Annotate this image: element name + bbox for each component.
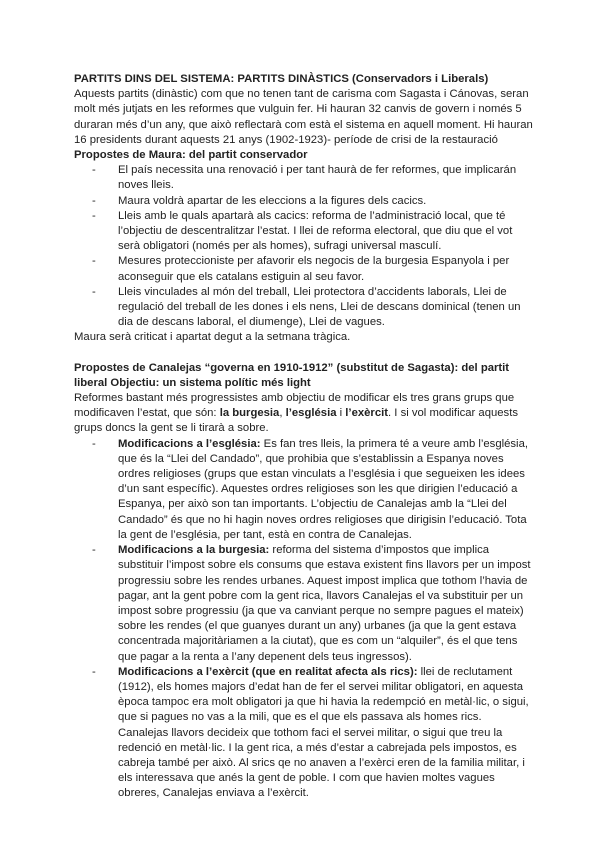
list-item: - Lleis vinculades al món del treball, Llei protectora d’accidents laborals, Llei de regulació del treball de les dones i els nens, Llei de descans dominical (tenen un dia de descans laboral, el diumenge), Llei de vagues. <box>118 285 534 331</box>
text-run: i <box>336 407 346 420</box>
paragraph: Aquests partits (dinàstic) com que no tenen tant de carisma com Sagasta i Cánovas, seran molt més jutjats en les reformes que vulguin fer. Hi hauran 32 canvis de govern i només 5 duraran més d’un any, que això reflectarà com està el sistema en aquell moment. Hi hauran 16 presidents durant aquests 21 anys (1902-1923)- període de crisi de la restauració <box>74 88 533 146</box>
item-text: llei de reclutament (1912), els homes majors d’edat han de fer el servei militar obligatori, en aquesta època tampoc era molt obligatori ja que hi havia la redempció en metàl·lic, o sigui, que si pagues no vas a la mili, que es el que els passava als homes rics. Canalejas llavors decideix que tothom faci el servei militar, o sigui que treu la redenció en metàl·lic. I la gent rica, a més d’estar a cabrejada pels impostos, es cabreja també per això. Al srics qe no anaven a l’exèrci eren de la familia militar, i els interessava que anés la gent de poble. I com que havien moltes vagues obreres, Canalejas enviava a l’exèrcit. <box>118 665 529 800</box>
item-title: Modificacions a la burgesia: <box>118 544 270 557</box>
paragraph: Maura serà criticat i apartat degut a la setmana tràgica. <box>74 331 351 344</box>
paragraph <box>74 391 534 437</box>
list-item: - Lleis amb le quals apartarà als cacics: reforma de l’administració local, que té l’objectiu de descentralitzar l’estat. I llei de reforma electoral, que diu que el vot serà obligatori (només per als homes), sufragi universal masculí. <box>118 209 534 255</box>
list-item <box>118 437 534 543</box>
list-item <box>118 665 534 802</box>
text-run: Reformes bastant més progressistes amb objectiu de modificar els tres grans grups que modificaven l’estat, que són: <box>74 392 515 420</box>
item-title: Modificacions a l’església: <box>118 437 261 450</box>
item-text: reforma del sistema d’impostos que implica substituir l’impost sobre els consums que estava existent fins llavors per un impost progressiu sobre les rendes urbanes. Aquest impost implica que tothom l’havia de pagar, ant la gent pobre com la gent rica, llavors Canalejas el va substituir per un impost sobre progressiu (ja que va canviant perque no sempre pagues el mateix) sobre les rendes (el que guanyes durant un any) urbanes (ja que la gent estava concentrada majoritàriamen a la ciutat), que es com un “alquiler”, és el que tens que pagar a la renta a l’any depenent dels teus ingressos). <box>118 544 531 663</box>
bold-term: l’església <box>285 407 337 420</box>
section-heading: PARTITS DINS DEL SISTEMA: PARTITS DINÀSTICS (Conservadors i Liberals) <box>74 73 489 85</box>
text-run: , <box>279 407 286 420</box>
subheading: Propostes de Maura: del partit conservador <box>74 149 308 162</box>
bold-term: l’exèrcit <box>345 407 389 420</box>
text-run: . I si vol modificar aquests grups doncs la gent se li tirarà a sobre. <box>74 407 518 435</box>
item-title: Modificacions a l’exèrcit (que en realitat afecta als rics): <box>118 665 418 678</box>
list-item: - Maura voldrà apartar de les eleccions a la figures dels cacics. <box>118 194 534 209</box>
bold-term: la burgesia <box>219 407 280 420</box>
section-heading: Propostes de Canalejas “governa en 1910-1912” (substitut de Sagasta): del partit liberal Objectiu: un sistema polític més light <box>74 361 510 389</box>
list-item: - Mesures proteccioniste per afavorir els negocis de la burgesia Espanyola i per aconseguir que els catalans estiguin al seu favor. <box>118 254 534 284</box>
list-item: - El país necessita una renovació i per tant haurà de fer reformes, que implicarán noves lleis. <box>118 163 534 193</box>
list-item <box>118 543 534 665</box>
bullet-list <box>74 163 534 330</box>
bullet-list <box>74 437 534 802</box>
item-text: Es fan tres lleis, la primera té a veure amb l’església, que és la “Llei del Candado”, que prohibia que s’establissin a Espanya noves ordres religioses (grups que estan vinculats a l’església i que segueixen les idees d’un sant específic). Aquestes ordres religioses son les que dirigien l’educació a Espanya, per això son tan importants. L’objectiu de Canalejas amb la “Llei del Candado” és que no hi hagin noves ordres religioses que dirigisin l’educació. Tota la gent de l’església, per tant, està en contra de Canalejas. <box>118 437 528 541</box>
